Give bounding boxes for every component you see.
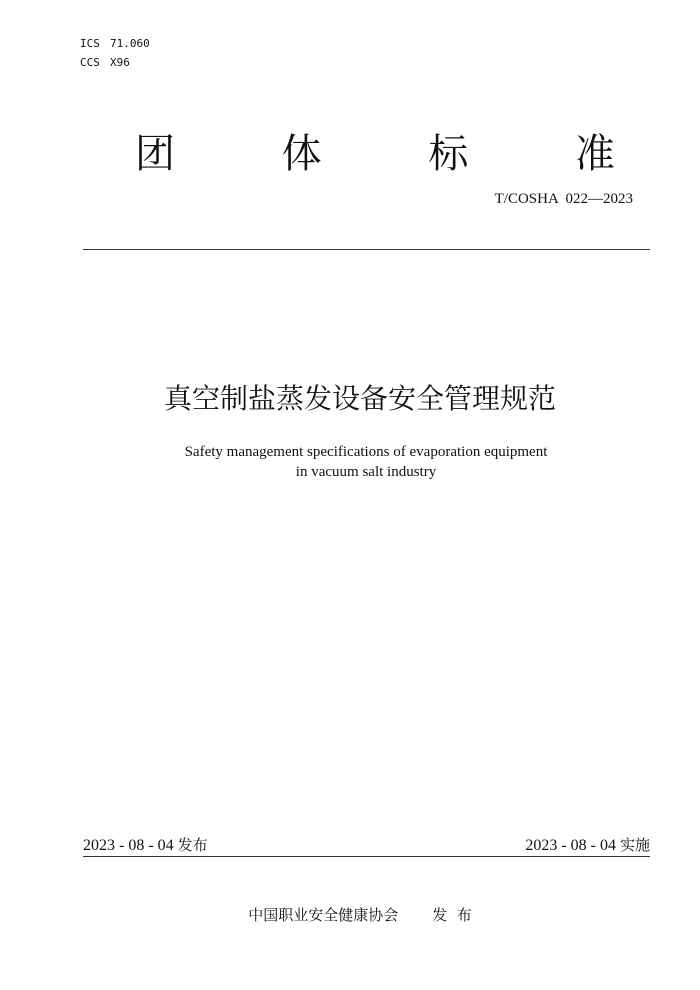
bottom-divider	[83, 856, 650, 857]
publisher-name: 中国职业安全健康协会	[248, 906, 399, 924]
standard-type-heading	[95, 126, 655, 182]
top-divider	[83, 249, 650, 250]
english-title-line-2: in vacuum salt industry	[295, 464, 437, 480]
ccs-label: CCS	[80, 56, 100, 69]
ccs-value: X96	[110, 56, 130, 69]
publisher-action: 发 布	[432, 906, 472, 924]
issue-word: 发布	[177, 836, 208, 854]
ics-value: 71.060	[110, 37, 150, 50]
implement-date	[525, 834, 650, 855]
standard-type-char: 标	[428, 131, 469, 177]
publisher-line	[0, 904, 700, 925]
english-title	[0, 442, 700, 482]
issue-date	[83, 834, 208, 855]
chinese-title: 真空制盐蒸发设备安全管理规范	[163, 382, 556, 415]
issue-date-value: 2023 - 08 - 04	[83, 837, 174, 854]
ics-label: ICS	[80, 37, 100, 50]
classification-codes	[80, 34, 150, 72]
standard-type-char: 准	[574, 131, 615, 177]
implement-word: 实施	[619, 836, 650, 854]
english-title-line-1: Safety management specifications of evaporation equipment	[184, 444, 548, 460]
standard-type-char: 体	[281, 131, 322, 177]
ccs-row	[80, 53, 150, 72]
standard-number: T/COSHA 022—2023	[494, 191, 633, 207]
standard-type-char: 团	[135, 131, 175, 177]
implement-date-value: 2023 - 08 - 04	[525, 837, 616, 854]
ics-row	[80, 34, 150, 53]
